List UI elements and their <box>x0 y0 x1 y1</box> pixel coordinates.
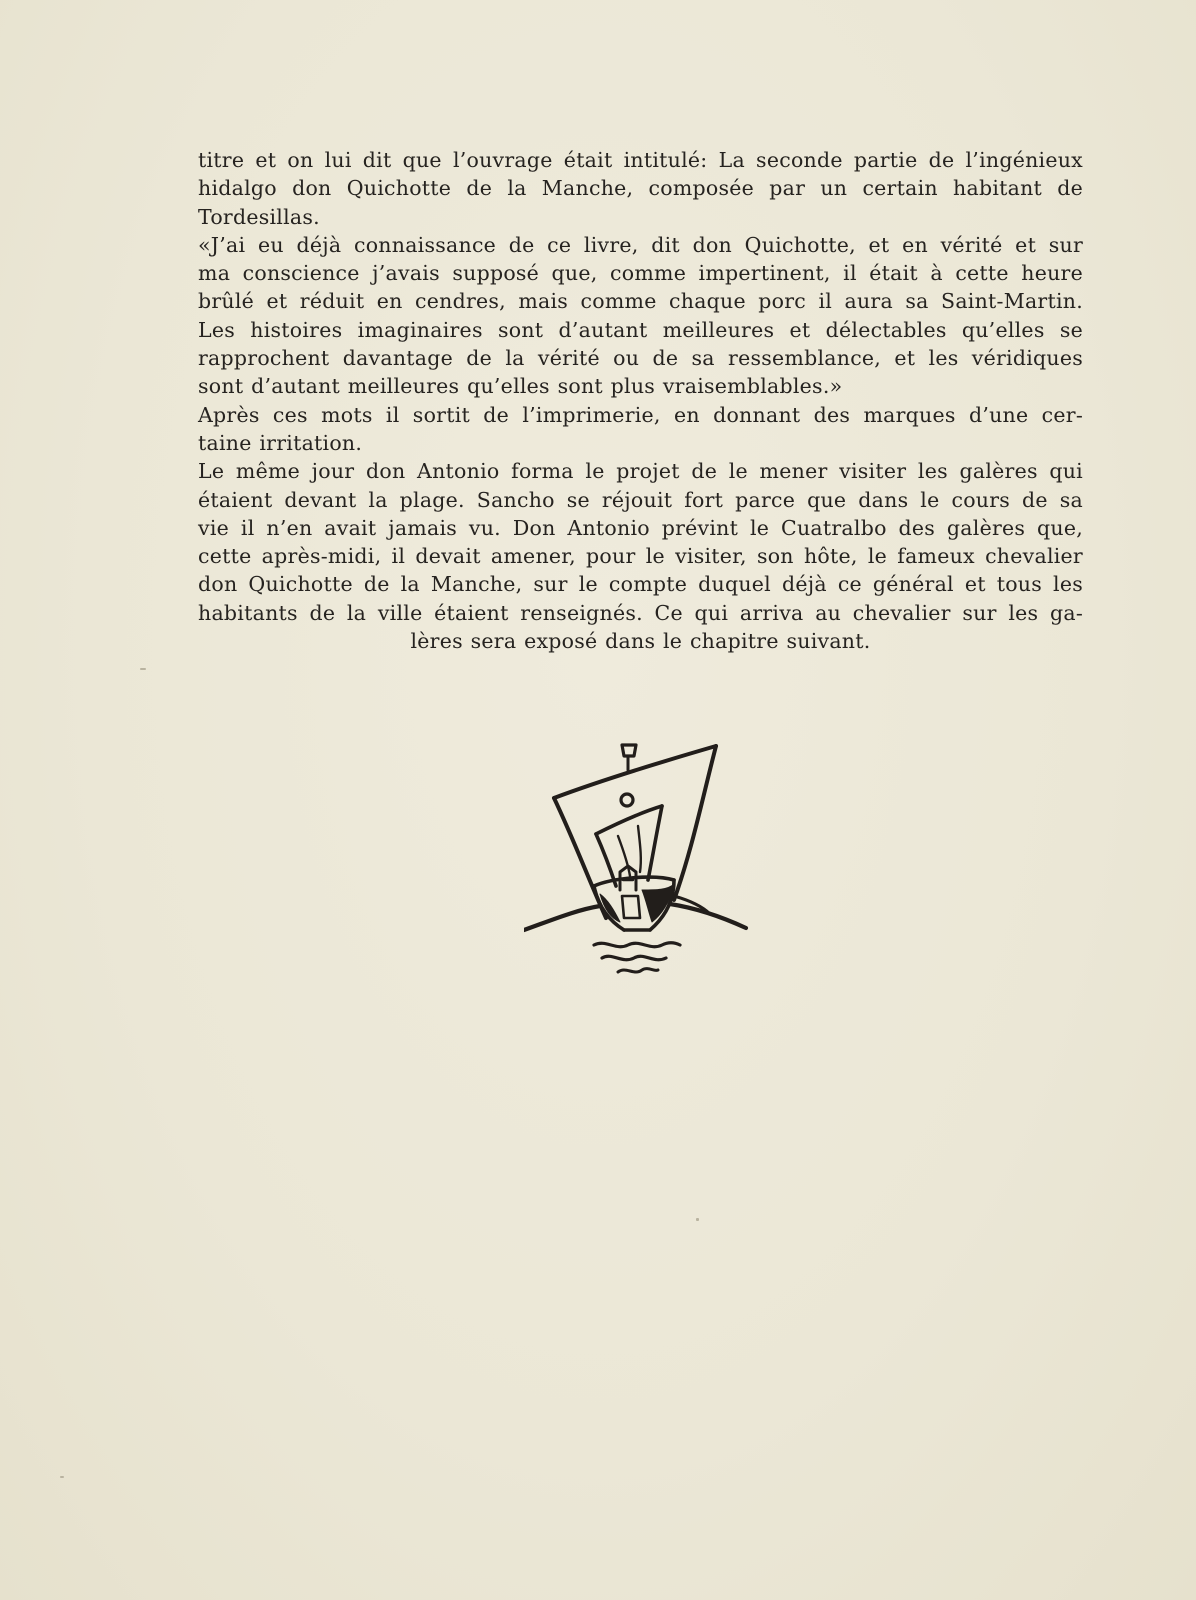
text-line: ma conscience j’avais supposé que, comme impertinent, il était à cette heure <box>198 261 1083 286</box>
text-line: don Quichotte de la Manche, sur le compte duquel déjà ce général et tous les <box>198 572 1083 597</box>
ship-emblem-icon <box>524 740 756 990</box>
text-line: cette après-midi, il devait amener, pour le visiter, son hôte, le fameux chevalier <box>198 544 1083 569</box>
paragraph-4 <box>198 457 1083 655</box>
text-line: Le même jour don Antonio forma le projet de le mener visiter les galères qui <box>198 459 1083 484</box>
text-line: Les histoires imaginaires sont d’autant meilleures et délectables qu’elles se <box>198 317 1083 342</box>
text-line: étaient devant la plage. Sancho se réjouit fort parce que dans le cours de sa <box>198 487 1083 512</box>
text-line: lères sera exposé dans le chapitre suivant. <box>410 629 871 654</box>
text-line: sont d’autant meilleures qu’elles sont plus vraisemblables.» <box>198 374 843 399</box>
text-line: rapprochent davantage de la vérité ou de sa ressemblance, et les véridiques <box>198 346 1083 371</box>
text-line: «J’ai eu déjà connaissance de ce livre, dit don Quichotte, et en vérité et sur <box>198 232 1083 257</box>
paper-speck <box>140 668 146 670</box>
text-line: Tordesillas. <box>198 204 320 229</box>
text-line: brûlé et réduit en cendres, mais comme chaque porc il aura sa Saint-Martin. <box>198 289 1083 314</box>
paper-speck <box>60 1476 64 1478</box>
paragraph-3 <box>198 401 1083 458</box>
paragraph-1 <box>198 146 1083 231</box>
text-line: titre et on lui dit que l’ouvrage était intitulé: La seconde partie de l’ingénieux <box>198 148 1083 172</box>
paper-speck <box>696 1218 699 1221</box>
paragraph-2 <box>198 231 1083 401</box>
text-line: vie il n’en avait jamais vu. Don Antonio prévint le Cuatralbo des galères que, <box>198 515 1083 540</box>
text-line: hidalgo don Quichotte de la Manche, composée par un certain habitant de <box>198 176 1083 201</box>
body-text <box>198 146 1083 655</box>
text-line: taine irritation. <box>198 430 363 455</box>
text-line: Après ces mots il sortit de l’imprimerie, en donnant des marques d’une cer- <box>198 402 1083 427</box>
text-line: habitants de la ville étaient renseignés. Ce qui arriva au chevalier sur les ga- <box>198 600 1083 625</box>
